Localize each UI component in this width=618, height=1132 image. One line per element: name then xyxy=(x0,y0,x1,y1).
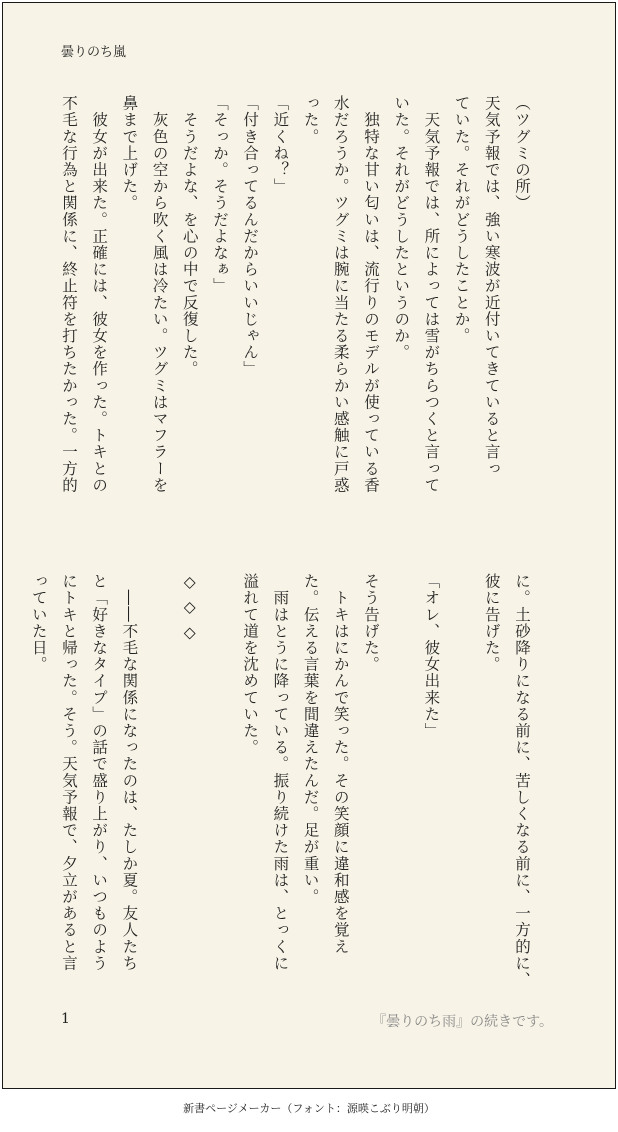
page-number: 1 xyxy=(61,1011,70,1027)
body-text-upper: （ツグミの所） 天気予報では、強い寒波が近付いてきていると言っ ていた。それがどうしたことか。 天気予報では、所によっては雪がちらつくと言って いた。それがどうしたというのか。 独特な甘い匂いは、流行りのモデルが使っている香 水だろうか。ツグミは腕に当たる柔らかい感触に戸惑 った。 「近くね？」 「付き合ってるんだからいいじゃん」 「そっか。そうだよなぁ」 そうだよな、を心の中で反復した。 灰色の空から吹く風は冷たい。ツグミはマフラーを 鼻まで上げた。 彼女が出来た。正確には、彼女を作った。トキとの 不毛な行為と関係に、終止符を打ちたかった。一方的 xyxy=(59,95,531,494)
page-title: 曇りのち嵐 xyxy=(61,45,127,60)
body-text-lower: に。土砂降りになる前に、苦しくなる前に、一方的に、 彼に告げた。 「オレ、彼女出来た」 そう告げた。 トキはにかんで笑った。その笑顔に違和感を覚え た。伝える言葉を間違えたんだ。足が重い。 雨はとうに降っている。振り続けた雨は、とっくに 溢れて道を沈めていた。 ◇ ◇ ◇ ――不毛な関係になったのは、たしか夏。友人たち と「好きなタイプ」の話で盛り上がり、いつものよう にトキと帰った。そう。天気予報で、夕立があると言 っていた日。 xyxy=(29,573,531,988)
generator-credit: 新書ページメーカー（フォント：源暎こぶり明朝） xyxy=(183,1102,435,1115)
footer-note: 『曇りのち雨』の続きです。 xyxy=(372,1014,553,1030)
book-page xyxy=(2,2,616,1089)
